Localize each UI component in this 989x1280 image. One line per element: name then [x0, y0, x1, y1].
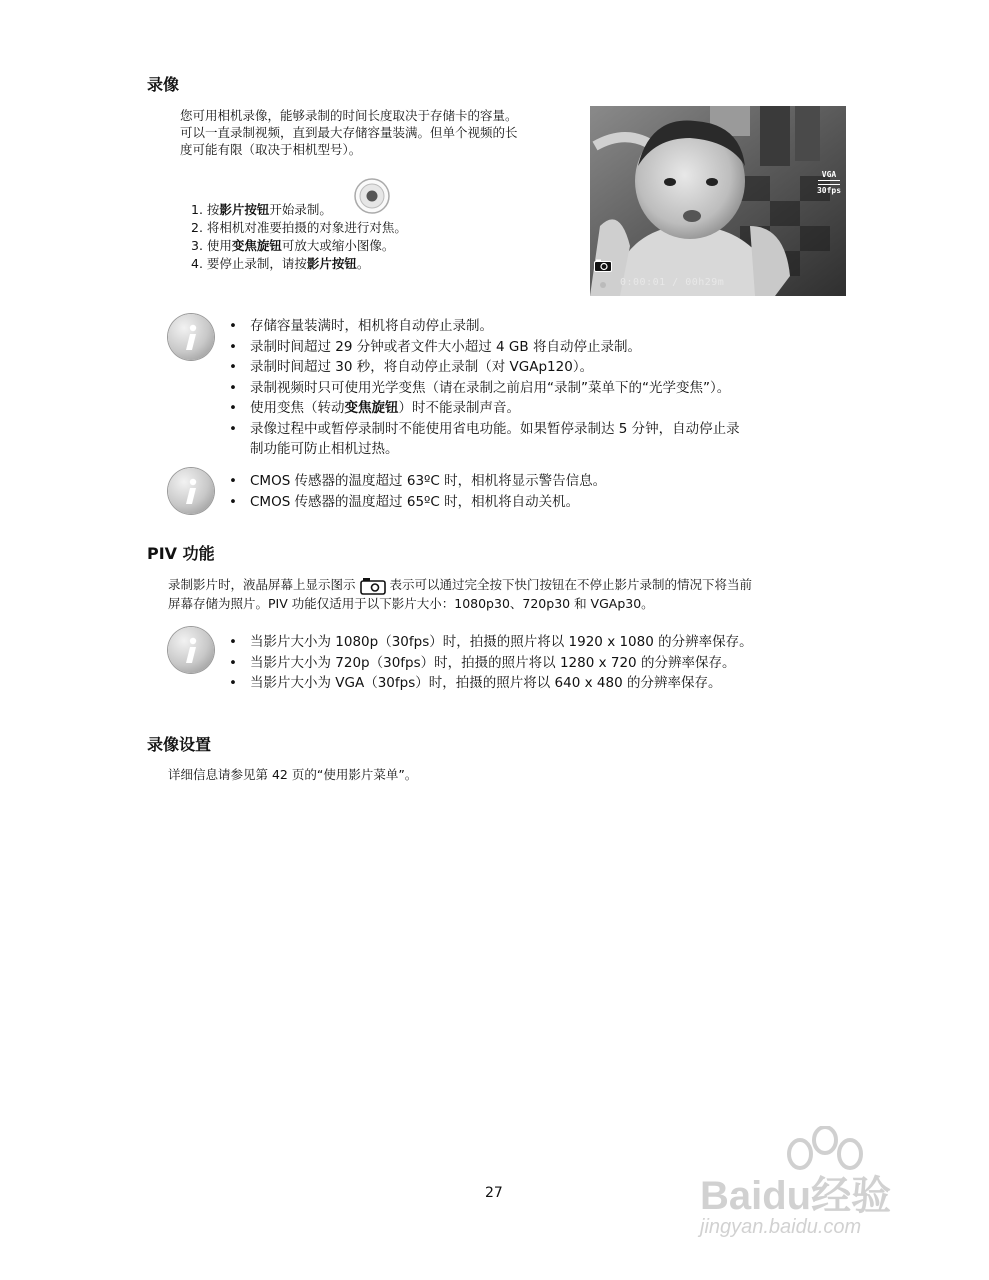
settings-text: 详细信息请参见第 42 页的“使用影片菜单”。 [168, 767, 418, 782]
camera-preview-photo [590, 106, 846, 296]
piv-line-1: 录制影片时，液晶屏幕上显示图示 表示可以通过完全按下快门按钮在不停止影片录制的情况下将当前 [168, 576, 868, 595]
page-number: 27 [485, 1185, 503, 1201]
film-strip-icon [818, 180, 840, 185]
step-2: 2. 将相机对准要拍摄的对象进行对焦。 [191, 220, 407, 235]
step-1: 1. 按影片按钮开始录制。 [191, 202, 332, 217]
note-item: • 当影片大小为 720p（30fps）时，拍摄的照片将以 1280 x 720 的分辨率保存。 [229, 653, 849, 674]
watermark-brand: Baidu经验 [700, 1174, 892, 1218]
note-item: • 录像过程中或暂停录制时不能使用省电功能。如果暂停录制达 5 分钟，自动停止录 制功能可防止相机过热。 [229, 419, 849, 460]
recording-dot-icon [600, 282, 606, 288]
note-item: • CMOS 传感器的温度超过 63ºC 时，相机将显示警告信息。 [229, 471, 849, 492]
info-icon [168, 314, 214, 360]
notes-list-piv [229, 632, 849, 694]
piv-line-2: 屏幕存储为照片。PIV 功能仅适用于以下影片大小：1080p30、720p30 和 VGAp30。 [168, 595, 654, 611]
baidu-watermark [700, 1126, 940, 1256]
intro-line: 您可用相机录像，能够录制的时间长度取决于存储卡的容量。 [180, 108, 518, 123]
step-3: 3. 使用变焦旋钮可放大或缩小图像。 [191, 238, 395, 253]
camera-icon [360, 577, 386, 595]
step-4: 4. 要停止录制，请按影片按钮。 [191, 256, 370, 271]
section-title-settings: 录像设置 [147, 735, 212, 754]
record-steps [191, 201, 581, 273]
note-item: • 录制视频时只可使用光学变焦（请在录制之前启用“录制”菜单下的“光学变焦”）。 [229, 378, 849, 399]
record-intro [180, 107, 580, 158]
note-item: • 当影片大小为 VGA（30fps）时，拍摄的照片将以 640 x 480 的分辨率保存。 [229, 673, 849, 694]
recording-timer: 0:00:01 / 00h29m [620, 277, 725, 288]
note-item: • 录制时间超过 30 秒，将自动停止录制（对 VGAp120）。 [229, 357, 849, 378]
note-item: • CMOS 传感器的温度超过 65ºC 时，相机将自动关机。 [229, 492, 849, 513]
section-title-record: 录像 [147, 75, 180, 94]
section-title-piv: PIV 功能 [147, 544, 215, 563]
intro-line: 度可能有限（取决于相机型号）。 [180, 142, 362, 157]
notes-list-record [229, 316, 849, 460]
note-item: • 当影片大小为 1080p（30fps）时，拍摄的照片将以 1920 x 1080 的分辨率保存。 [229, 632, 849, 653]
note-item: • 存储容量装满时，相机将自动停止录制。 [229, 316, 849, 337]
note-item: • 使用变焦（转动变焦旋钮）时不能录制声音。 [229, 398, 849, 419]
watermark-url: jingyan.baidu.com [700, 1216, 862, 1238]
note-item: • 录制时间超过 29 分钟或者文件大小超过 4 GB 将自动停止录制。 [229, 337, 849, 358]
notes-list-temperature [229, 471, 849, 512]
piv-description [168, 576, 868, 612]
baby-photo [590, 106, 846, 296]
intro-line: 可以一直录制视频，直到最大存储容量装满。但单个视频的长 [180, 125, 518, 140]
info-icon [168, 468, 214, 514]
info-icon [168, 627, 214, 673]
video-resolution-badge: VGA 30fps [816, 170, 842, 195]
camera-icon [594, 257, 612, 270]
